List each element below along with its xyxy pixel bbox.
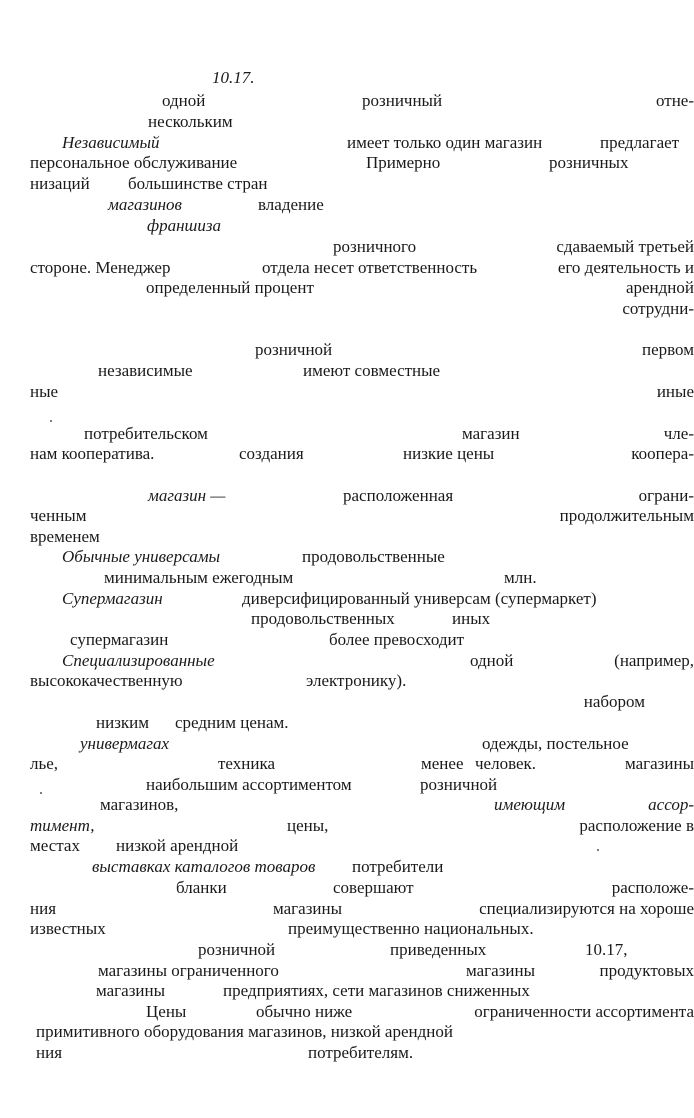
text-fragment: розничной: [255, 340, 333, 359]
text-fragment: временем: [30, 527, 100, 546]
text-fragment: низкие цены: [403, 444, 495, 463]
text-fragment: магазины: [466, 961, 536, 980]
text-fragment: магазин —: [148, 486, 226, 505]
text-fragment: Независимый: [62, 133, 160, 152]
text-fragment: магазины: [624, 754, 694, 773]
text-fragment: цены,: [287, 816, 329, 835]
text-fragment: имеют совместные: [303, 361, 441, 380]
text-fragment: ограниченности ассортимента: [474, 1002, 694, 1021]
text-fragment: арендной: [625, 278, 694, 297]
text-fragment: франшиза: [147, 216, 221, 235]
text-fragment: магазины: [273, 899, 343, 918]
text-fragment: его деятельность и: [557, 258, 694, 277]
text-fragment: ченным: [30, 506, 87, 525]
text-fragment: низким: [96, 713, 150, 732]
text-fragment: Примерно: [366, 153, 441, 172]
scan-speck: [597, 849, 599, 851]
text-fragment: магазинов: [108, 195, 182, 214]
text-fragment: Цены: [146, 1002, 187, 1021]
text-fragment: одежды, постельное: [482, 734, 629, 753]
text-fragment: техника: [218, 754, 275, 773]
text-fragment: средним ценам.: [175, 713, 289, 732]
text-fragment: ассор-: [648, 795, 694, 814]
text-fragment: совершают: [333, 878, 414, 897]
scan-speck: [40, 792, 42, 794]
text-fragment: сдаваемый третьей: [556, 237, 694, 256]
text-fragment: предлагает: [600, 133, 680, 152]
text-fragment: электронику).: [306, 671, 407, 690]
text-fragment: определенный процент: [146, 278, 314, 297]
text-fragment: магазины ограниченного: [98, 961, 279, 980]
text-fragment: одной: [470, 651, 514, 670]
text-fragment: расположе-: [611, 878, 694, 897]
text-fragment: более превосходит: [329, 630, 465, 649]
text-fragment: розничный: [362, 91, 443, 110]
text-fragment: выставках каталогов товаров: [92, 857, 316, 876]
text-fragment: нам кооператива.: [30, 444, 155, 463]
text-fragment: менее: [421, 754, 464, 773]
text-fragment: чле-: [663, 424, 694, 443]
text-fragment: отне-: [655, 91, 694, 110]
text-fragment: сотрудни-: [622, 299, 694, 318]
text-fragment: наибольшим ассортиментом: [146, 775, 352, 794]
text-fragment: отдела несет ответственность: [262, 258, 478, 277]
text-fragment: расположение в: [579, 816, 694, 835]
text-fragment: имеющим: [494, 795, 566, 814]
text-fragment: ния: [30, 899, 57, 918]
text-fragment: предприятиях, сети магазинов сниженных: [223, 981, 530, 1000]
text-fragment: потребительском: [84, 424, 208, 443]
scan-speck: [50, 420, 52, 422]
text-fragment: потребителям.: [308, 1043, 414, 1062]
text-fragment: бланки: [176, 878, 227, 897]
text-fragment: потребители: [352, 857, 444, 876]
text-fragment: универмагах: [80, 734, 170, 753]
text-fragment: нескольким: [148, 112, 233, 131]
text-fragment: низкой арендной: [116, 836, 239, 855]
text-fragment: известных: [30, 919, 106, 938]
text-fragment: лье,: [30, 754, 59, 773]
text-fragment: одной: [162, 91, 206, 110]
text-fragment: специализируются на хороше: [479, 899, 694, 918]
text-fragment: независимые: [98, 361, 193, 380]
text-fragment: иных: [452, 609, 491, 628]
text-fragment: создания: [239, 444, 304, 463]
text-fragment: ния: [36, 1043, 63, 1062]
text-fragment: набором: [583, 692, 645, 711]
text-fragment: местах: [30, 836, 80, 855]
text-fragment: млн.: [504, 568, 537, 587]
text-fragment: розничной: [420, 775, 498, 794]
text-fragment: Обычные универсамы: [62, 547, 221, 566]
text-fragment: продуктовых: [599, 961, 694, 980]
text-fragment: низаций: [30, 174, 90, 193]
text-fragment: большинстве стран: [128, 174, 268, 193]
text-fragment: ные: [30, 382, 59, 401]
text-fragment: продовольственные: [302, 547, 445, 566]
text-fragment: приведенных: [390, 940, 487, 959]
text-fragment: Супермагазин: [62, 589, 163, 608]
text-fragment: магазин: [462, 424, 520, 443]
text-fragment: персональное обслуживание: [30, 153, 238, 172]
text-fragment: примитивного оборудования магазинов, низкой арендной: [36, 1022, 453, 1041]
text-fragment: преимущественно национальных.: [288, 919, 534, 938]
text-fragment: владение: [258, 195, 324, 214]
text-fragment: Специализированные: [62, 651, 215, 670]
text-fragment: минимальным ежегодным: [104, 568, 294, 587]
text-fragment: коопера-: [631, 444, 694, 463]
text-fragment: продовольственных: [251, 609, 395, 628]
text-fragment: имеет только один магазин: [347, 133, 543, 152]
text-fragment: иные: [656, 382, 694, 401]
text-fragment: ограни-: [638, 486, 694, 505]
text-fragment: супермагазин: [70, 630, 169, 649]
text-fragment: розничного: [333, 237, 417, 256]
text-fragment: продолжительным: [559, 506, 694, 525]
text-fragment: первом: [642, 340, 694, 359]
text-fragment: (например,: [614, 651, 694, 670]
text-fragment: 10.17,: [585, 940, 628, 959]
text-fragment: стороне. Менеджер: [30, 258, 171, 277]
text-fragment: обычно ниже: [256, 1002, 353, 1021]
text-fragment: диверсифицированный универсам (супермаркет): [242, 589, 597, 608]
text-fragment: тимент,: [30, 816, 95, 835]
text-fragment: человек.: [475, 754, 537, 773]
text-fragment: магазинов,: [100, 795, 179, 814]
text-fragment: розничных: [549, 153, 629, 172]
text-fragment: высококачественную: [30, 671, 183, 690]
text-fragment: розничной: [198, 940, 276, 959]
figure-reference: 10.17.: [212, 68, 255, 87]
text-fragment: расположенная: [343, 486, 454, 505]
text-fragment: магазины: [96, 981, 166, 1000]
